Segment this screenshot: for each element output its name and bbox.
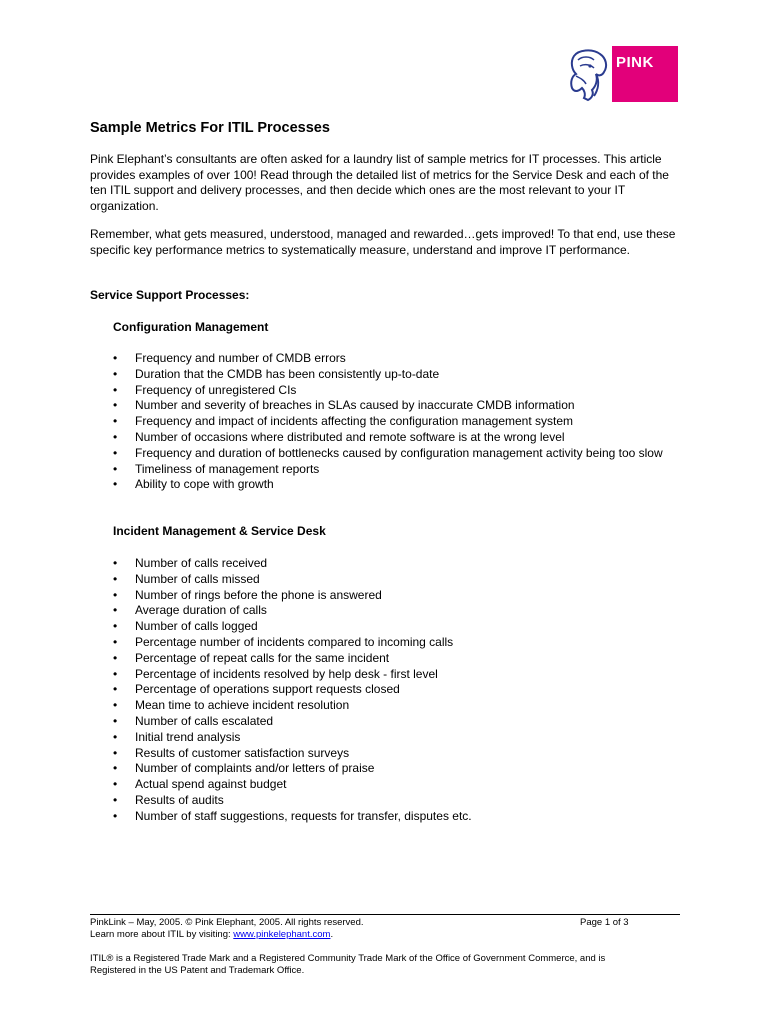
list-item: • Frequency and impact of incidents affecting the configuration management system — [113, 414, 673, 430]
list-item: • Results of audits — [113, 793, 673, 809]
list-item: • Average duration of calls — [113, 603, 673, 619]
list-item: • Number of complaints and/or letters of praise — [113, 761, 673, 777]
footer-divider — [90, 914, 680, 915]
list-item: • Timeliness of management reports — [113, 462, 673, 478]
footer-copyright: PinkLink – May, 2005. © Pink Elephant, 2005. All rights reserved. — [90, 917, 364, 928]
intro-paragraph-1: Pink Elephant’s consultants are often asked for a laundry list of sample metrics for IT processes. This article provides examples of over 100! Read through the detailed list of metrics for the Service Desk and each of the ten ITIL support and delivery processes, and then decide which ones are the most relevant to your IT organization. — [90, 152, 669, 213]
list-item: • Number of calls logged — [113, 619, 673, 635]
incident-management-heading: Incident Management & Service Desk — [113, 524, 326, 538]
list-item: • Percentage of repeat calls for the same incident — [113, 651, 673, 667]
list-item: • Percentage of incidents resolved by help desk - first level — [113, 667, 673, 683]
footer-learn-more — [90, 929, 680, 941]
elephant-icon — [568, 46, 612, 102]
list-item: • Mean time to achieve incident resolution — [113, 698, 673, 714]
list-item: • Frequency of unregistered CIs — [113, 383, 673, 399]
learn-more-text: Learn more about ITIL by visiting: — [90, 929, 234, 940]
learn-more-suffix: . — [330, 929, 334, 940]
pink-elephant-logo — [568, 46, 678, 102]
list-item: • Ability to cope with growth — [113, 477, 673, 493]
list-item: • Results of customer satisfaction surveys — [113, 746, 673, 762]
list-item: • Actual spend against budget — [113, 777, 673, 793]
service-support-heading: Service Support Processes: — [90, 288, 250, 302]
list-item: • Number of occasions where distributed and remote software is at the wrong level — [113, 430, 673, 446]
list-item: • Frequency and duration of bottlenecks caused by configuration management activity being too slow — [113, 446, 673, 462]
logo-wordmark: PINK — [612, 46, 678, 102]
list-item: • Frequency and number of CMDB errors — [113, 351, 673, 367]
list-item: • Number and severity of breaches in SLAs caused by inaccurate CMDB information — [113, 398, 673, 414]
list-item: • Percentage number of incidents compared to incoming calls — [113, 635, 673, 651]
list-item: • Number of calls received — [113, 556, 673, 572]
document-title: Sample Metrics For ITIL Processes — [90, 120, 330, 136]
footer-trademark-line-1: ITIL® is a Registered Trade Mark and a Registered Community Trade Mark of the Office of Government Commerce, and is — [90, 953, 606, 964]
configuration-management-heading: Configuration Management — [113, 320, 269, 334]
list-item: • Number of rings before the phone is answered — [113, 588, 673, 604]
list-item: • Initial trend analysis — [113, 730, 673, 746]
list-item: • Number of staff suggestions, requests for transfer, disputes etc. — [113, 809, 673, 825]
intro-paragraph-2: Remember, what gets measured, understood, managed and rewarded…gets improved! To that end, use these specific key performance metrics to systematically measure, understand and improve IT performance. — [90, 227, 676, 257]
list-item: • Percentage of operations support requests closed — [113, 682, 673, 698]
list-item: • Number of calls missed — [113, 572, 673, 588]
footer-trademark-line-2: Registered in the US Patent and Trademark Office. — [90, 965, 305, 976]
page-number: Page 1 of 3 — [580, 917, 629, 928]
configuration-management-list — [113, 351, 673, 493]
list-item: • Number of calls escalated — [113, 714, 673, 730]
list-item: • Duration that the CMDB has been consistently up-to-date — [113, 367, 673, 383]
pinkelephant-link[interactable]: www.pinkelephant.com — [233, 929, 331, 940]
incident-management-list — [113, 556, 673, 825]
